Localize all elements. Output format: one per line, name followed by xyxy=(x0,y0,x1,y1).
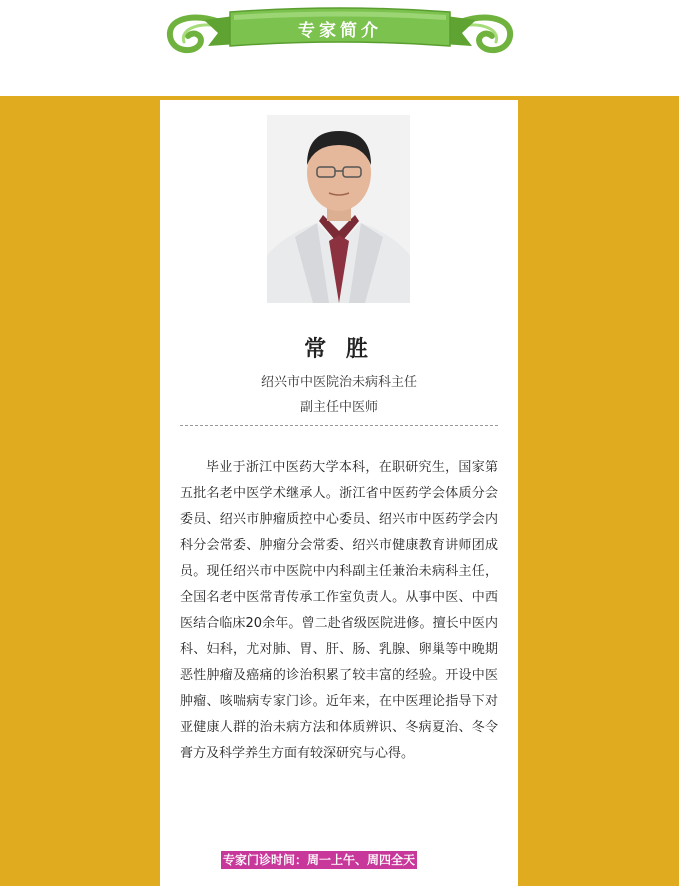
doctor-position: 绍兴市中医院治未病科主任 xyxy=(260,375,417,390)
doctor-biography: 毕业于浙江中医药大学本科，在职研究生，国家第五批名老中医学术继承人。浙江省中医药学会体质分会委员、绍兴市肿瘤质控中心委员、绍兴市中医药学会内科分会常委、肿瘤分会常委、绍兴市健康教育讲师团成员。现任绍兴市中医院中内科副主任兼治未病科主任，全国名老中医常青传承工作室负责人。从事中医、中西医结合临床20余年。曾二赴省级医院进修。擅长中医内科、妇科，尤对肺、胃、肝、肠、乳腺、卵巢等中晚期恶性肿瘤及癌痛的诊治积累了较丰富的经验。开设中医肿瘤、咳喘病专家门诊。近年来，在中医理论指导下对亚健康人群的治未病方法和体质辨识、冬病夏治、冬令膏方及科学养生方面有较深研究与心得。 xyxy=(180,460,498,761)
doctor-photo xyxy=(267,115,410,303)
expert-profile-card xyxy=(160,100,518,886)
dashed-divider xyxy=(180,425,498,426)
section-banner xyxy=(160,2,520,64)
banner-title: 专家简介 xyxy=(298,21,382,41)
doctor-name: 常 胜 xyxy=(304,337,374,362)
doctor-portrait-illustration xyxy=(267,115,410,303)
doctor-rank: 副主任中医师 xyxy=(299,400,378,415)
clinic-hours-badge: 专家门诊时间：周一上午、周四全天 xyxy=(223,853,416,867)
